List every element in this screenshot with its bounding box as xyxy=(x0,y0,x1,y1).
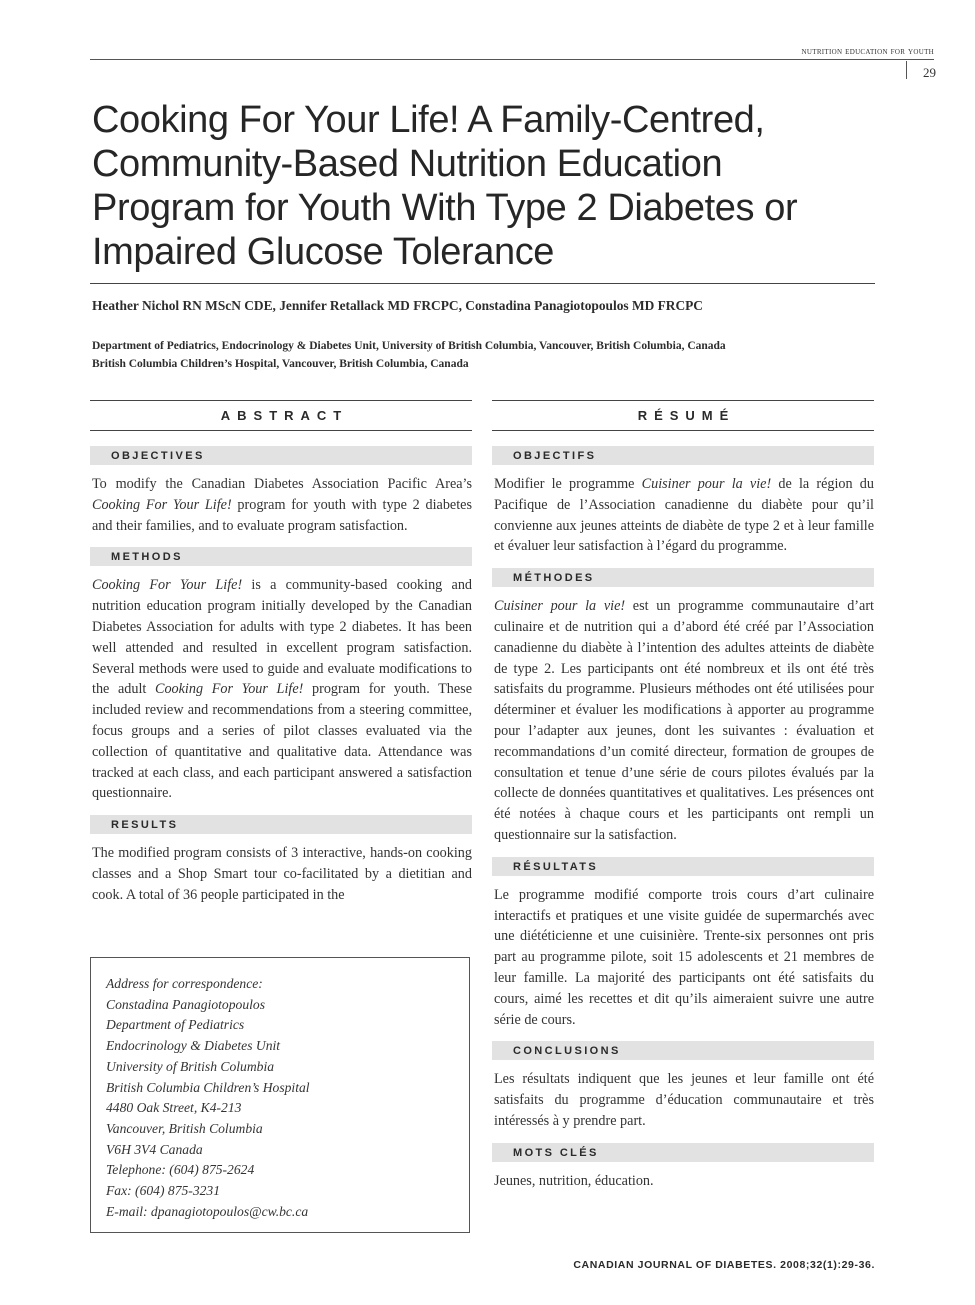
methodes-heading: MÉTHODES xyxy=(492,568,874,587)
correspondence-city: Vancouver, British Columbia xyxy=(106,1120,263,1136)
affiliation-line: British Columbia Children’s Hospital, Vancouver, British Columbia, Canada xyxy=(92,358,469,370)
journal-citation: CANADIAN JOURNAL OF DIABETES. 2008;32(1):29-36. xyxy=(573,1259,875,1271)
page-number-divider xyxy=(906,61,907,79)
correspondence-box xyxy=(90,957,470,1233)
methods-text: Cooking For Your Life! is a community-based cooking and nutrition education program initially developed by the Canadian Diabetes Association for adults with type 2 diabetes. It has been well attended and resulted in excellent program satisfaction. Several methods were used to guide and evaluate modifications to the adult Cooking For Your Life! program for youth. These included review and recommendations from a steering committee, focus groups and a series of pilot classes evaluated via the collection of quantitative and qualitative data. Attendance was tracked at each class, and each participant answered a satisfaction questionnaire. xyxy=(92,577,473,802)
title-rule xyxy=(90,283,875,284)
abstract-heading: ABSTRACT xyxy=(90,400,472,431)
correspondence-email[interactable]: E-mail: dpanagiotopoulos@cw.bc.ca xyxy=(106,1203,309,1219)
correspondence-university: University of British Columbia xyxy=(106,1058,275,1074)
results-text: The modified program consists of 3 interactive, hands-on cooking classes and a Shop Smart tour co-facilitated by a dietitian and cook. A total of 36 people participated in the xyxy=(92,845,472,903)
mots-cles-text: Jeunes, nutrition, éducation. xyxy=(494,1172,654,1189)
affiliations xyxy=(92,337,892,373)
resume-column xyxy=(492,400,874,1203)
correspondence-department: Department of Pediatrics xyxy=(106,1017,245,1033)
resultats-heading: RÉSULTATS xyxy=(492,857,874,876)
affiliation-line: Department of Pediatrics, Endocrinology & Diabetes Unit, University of British Columbia, Vancouver, British Columbia, Canada xyxy=(92,340,726,352)
correspondence-street: 4480 Oak Street, K4-213 xyxy=(106,1100,242,1116)
conclusions-text: Les résultats indiquent que les jeunes et leur famille ont été satisfaits du programme d’éducation communautaire et très intéressés à y prendre part. xyxy=(494,1071,874,1129)
objectives-heading: OBJECTIVES xyxy=(90,446,472,465)
objectives-text: To modify the Canadian Diabetes Association Pacific Area’s Cooking For Your Life! program for youth with type 2 diabetes and their families, and to evaluate program satisfaction. xyxy=(92,476,472,534)
resultats-text: Le programme modifié comporte trois cours d’art culinaire interactifs et pratiques et une visite guidée de supermarchés avec une diététicienne et une cuisinière. Trente-six personnes ont pris part au programme pilote, soit 15 adolescents et 21 membres de leur famille. La majorité des participants ont été satisfaits du cours, aimé les recettes et dit qu’ils aimeraient suivre une autre série de cours. xyxy=(494,886,874,1028)
methodes-text: Cuisiner pour la vie! est un programme communautaire d’art culinaire et de nutrition qui a d’abord été créé par l’Association canadienne du diabète à l’intention des adultes atteints de diabète de type 2. Les participants ont été nombreux et ils ont été très satisfaits du programme. Plusieurs méthodes ont été utilisées pour déterminer et évaluer les modifications à apporter au programme pour l’adapter aux jeunes, dont les suivantes : évaluation et recommandations d’un comité directeur, formation de groupes de consultation et tenue d’une série de cours pilotes évalués par la collecte de données quantitatives et qualitatives. Les présences ont été notées à chaque cours et les participants ont rempli un questionnaire sur la satisfaction. xyxy=(494,598,874,843)
mots-cles-heading: MOTS CLÉS xyxy=(492,1143,874,1162)
correspondence-postal: V6H 3V4 Canada xyxy=(106,1141,203,1157)
page-number: 29 xyxy=(923,65,936,80)
objectifs-heading: OBJECTIFS xyxy=(492,446,874,465)
results-heading: RESULTS xyxy=(90,815,472,834)
correspondence-unit: Endocrinology & Diabetes Unit xyxy=(106,1038,281,1054)
resume-heading: RÉSUMÉ xyxy=(492,400,874,431)
objectifs-text: Modifier le programme Cuisiner pour la vie! de la région du Pacifique de l’Association canadienne du diabète pour qu’il convienne aux jeunes atteints de diabète de type 2 et à leur famille et évaluer leur satisfaction à l’égard du programme. xyxy=(494,476,874,555)
correspondence-telephone: Telephone: (604) 875-2624 xyxy=(106,1162,255,1178)
author-list: Heather Nichol RN MScN CDE, Jennifer Retallack MD FRCPC, Constadina Panagiotopoulos MD FRCPC xyxy=(92,298,703,313)
running-head: nutrition education for youth xyxy=(801,46,934,57)
header-rule xyxy=(90,59,934,60)
correspondence-name: Constadina Panagiotopoulos xyxy=(106,996,265,1012)
correspondence-label: Address for correspondence: xyxy=(106,976,263,991)
methods-heading: METHODS xyxy=(90,547,472,566)
conclusions-heading: CONCLUSIONS xyxy=(492,1041,874,1060)
correspondence-hospital: British Columbia Children’s Hospital xyxy=(106,1079,310,1095)
correspondence-fax: Fax: (604) 875-3231 xyxy=(106,1183,221,1199)
article-title: Cooking For Your Life! A Family-Centred, Community-Based Nutrition Education Program for Youth With Type 2 Diabetes or Impaired Glucose Tolerance xyxy=(92,99,798,273)
abstract-column xyxy=(90,400,472,917)
